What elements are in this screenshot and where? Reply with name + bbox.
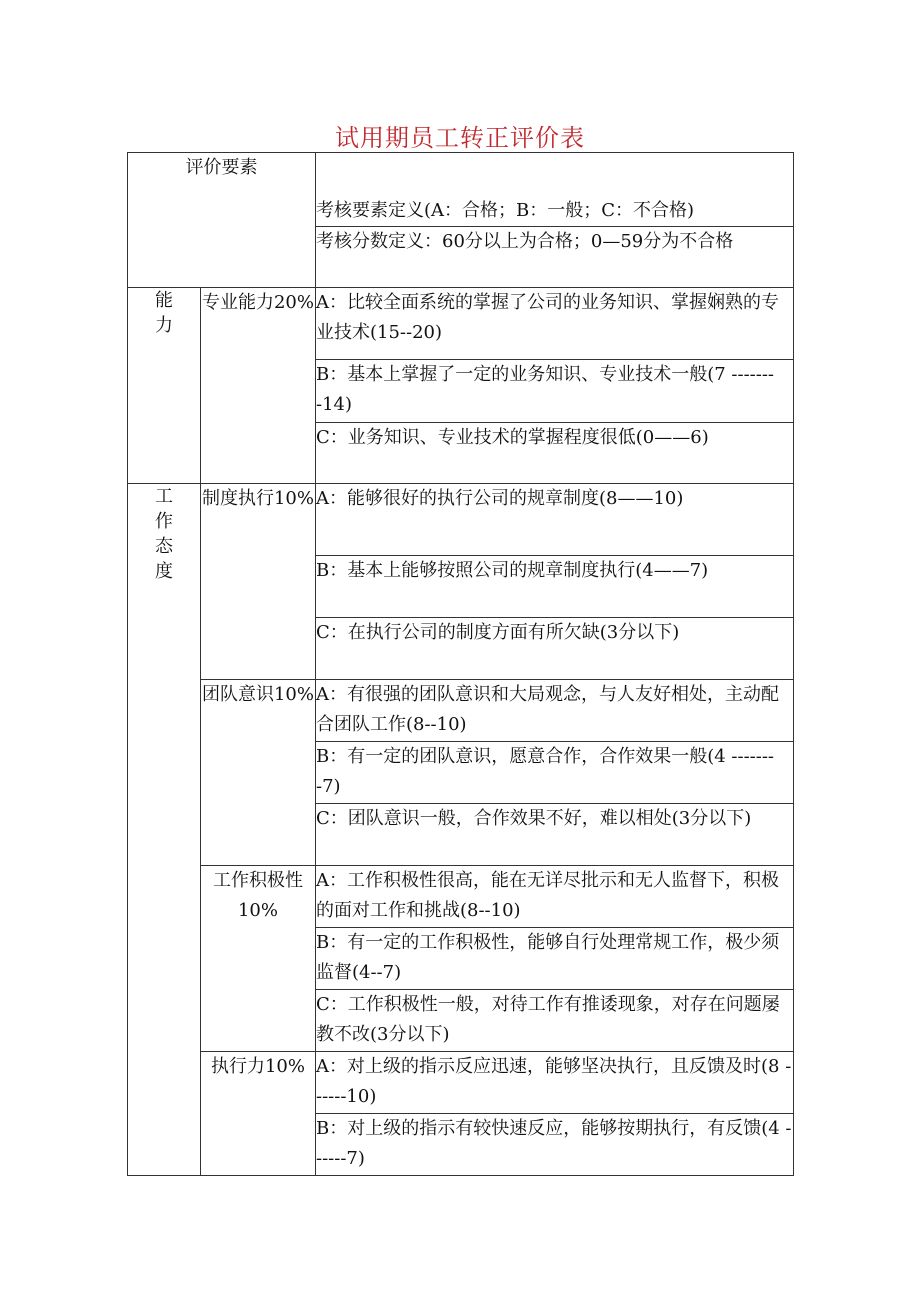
table-row	[128, 288, 794, 360]
score-definition: 考核分数定义：60分以上为合格；0—59分为不合格	[316, 227, 794, 288]
criteria-cell: A：工作积极性很高，能在无详尽批示和无人监督下，积极的面对工作和挑战(8--10)	[316, 866, 794, 928]
criteria-cell: C：在执行公司的制度方面有所欠缺(3分以下)	[316, 618, 794, 680]
page-title: 试用期员工转正评价表	[335, 124, 585, 152]
item-execution: 执行力10%	[201, 1052, 316, 1176]
criteria-cell: B：对上级的指示有较快速反应，能够按期执行，有反馈(4 ------7)	[316, 1114, 794, 1176]
evaluation-table	[127, 152, 794, 1176]
criteria-cell: A：比较全面系统的掌握了公司的业务知识、掌握娴熟的专业技术(15--20)	[316, 288, 794, 360]
category-work-attitude: 工作态度	[128, 484, 201, 1176]
criteria-cell: B：有一定的工作积极性，能够自行处理常规工作，极少须监督(4--7)	[316, 928, 794, 990]
header-label: 评价要素	[128, 153, 316, 288]
table-row	[128, 1052, 794, 1114]
criteria-cell: A：能够很好的执行公司的规章制度(8——10)	[316, 484, 794, 556]
criteria-cell: B：基本上掌握了一定的业务知识、专业技术一般(7 --------14)	[316, 360, 794, 423]
item-rule-compliance: 制度执行10%	[201, 484, 316, 680]
table-row	[128, 866, 794, 928]
criteria-cell: A：对上级的指示反应迅速，能够坚决执行，且反馈及时(8 ------10)	[316, 1052, 794, 1114]
table-row	[128, 680, 794, 742]
criteria-cell: B：有一定的团队意识，愿意合作，合作效果一般(4 --------7)	[316, 742, 794, 804]
header-row	[128, 153, 794, 227]
item-professional-ability: 专业能力20%	[201, 288, 316, 484]
criteria-cell: B：基本上能够按照公司的规章制度执行(4——7)	[316, 556, 794, 618]
element-definition: 考核要素定义(A：合格；B：一般；C：不合格)	[316, 153, 794, 227]
category-ability: 能力	[128, 288, 201, 484]
criteria-cell: A：有很强的团队意识和大局观念，与人友好相处，主动配合团队工作(8--10)	[316, 680, 794, 742]
item-team-awareness: 团队意识10%	[201, 680, 316, 866]
item-work-initiative: 工作积极性10%	[201, 866, 316, 1052]
table-row	[128, 484, 794, 556]
criteria-cell: C：工作积极性一般，对待工作有推诿现象，对存在问题屡教不改(3分以下)	[316, 990, 794, 1052]
criteria-cell: C：团队意识一般，合作效果不好，难以相处(3分以下)	[316, 804, 794, 866]
criteria-cell: C：业务知识、专业技术的掌握程度很低(0——6)	[316, 423, 794, 484]
